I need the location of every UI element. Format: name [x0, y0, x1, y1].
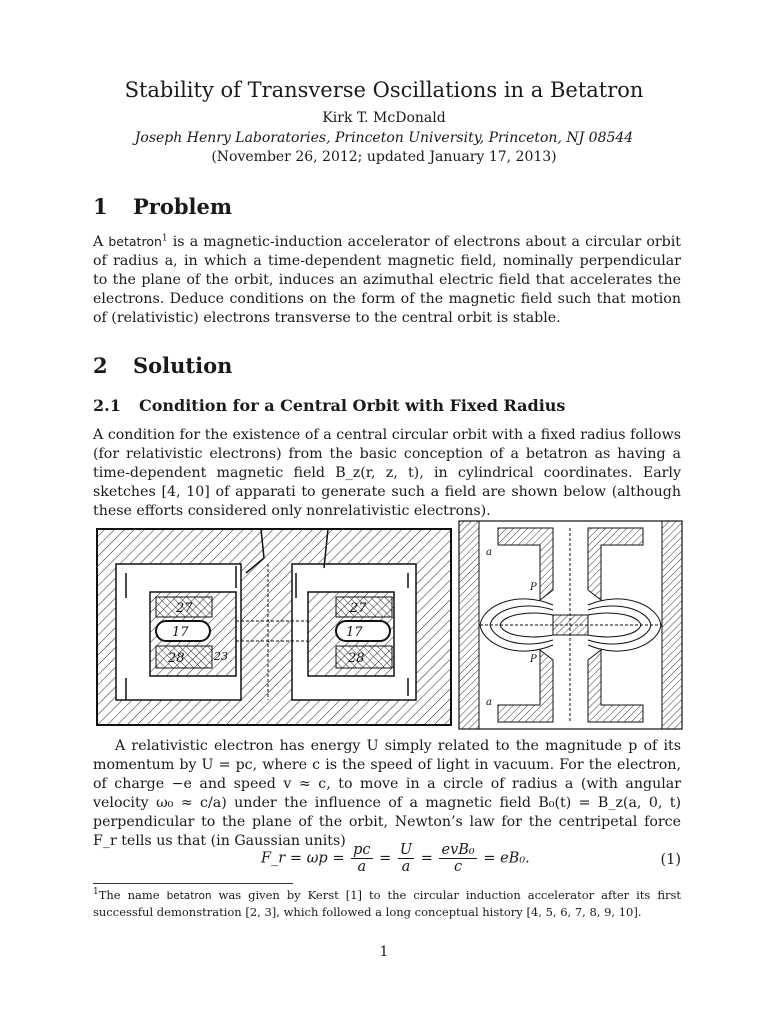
- problem-paragraph: A betatron$^1$ is a magnetic-induction accelerator of electrons about a circular orbit of radius a, in which a time-dependent magnetic field, nominally perpendicular to the plane of the orbit, induces an azimuthal electric field that accelerates the electrons. Deduce conditions on the form of the magnetic field such that motion of (relativistic) electrons transverse to the central orbit is stable.: [93, 233, 681, 326]
- label-27-left: 27: [176, 601, 193, 616]
- label-p-top: P: [530, 582, 537, 593]
- equation-number: (1): [660, 852, 681, 868]
- subsection-2-1-heading: [93, 396, 565, 415]
- section-2-heading: [93, 353, 232, 378]
- author-name: Kirk T. McDonald: [322, 110, 446, 126]
- section-1-heading: [93, 194, 232, 219]
- section-number: 2: [93, 353, 108, 378]
- paper-title: Stability of Transverse Oscillations in a Betatron: [124, 78, 644, 102]
- equation-1: F_r = ωp = $\frac{pc}{a}$ = $\frac{U}{a}$ = $\frac{\text{evB₀}}{c}$ = eB₀. (1): [261, 842, 681, 875]
- betatron-term: betatron: [108, 234, 162, 249]
- eq-lhs: F_r = ωp =: [261, 850, 345, 867]
- label-28-right: 28: [348, 651, 365, 666]
- vacuum-chamber-right: [336, 621, 390, 641]
- page-number: 1: [379, 944, 389, 960]
- footnote-1: $^1$The name betatron was given by Kerst [1] to the circular induction accelerator after its first successful demonstration [2, 3], which followed a long conceptual history [4, 5, 6, 7, 8, 9, 10].: [93, 887, 682, 919]
- betatron-sketch-right: [458, 520, 683, 730]
- subsection-number: 2.1: [93, 396, 121, 415]
- footnote-marker[interactable]: 1: [161, 233, 168, 244]
- label-17-right: 17: [346, 625, 363, 640]
- central-orbit-paragraph: A condition for the existence of a central circular orbit with a fixed radius follows (for relativistic electrons) from the basic conception of a betatron as having a time-dependent magnetic field B_z(r, z, t), in cylindrical coordinates. Early sketches [4, 10] of apparati to generate such a field are shown below (although these efforts considered only nonrelativistic electrons).: [93, 427, 681, 519]
- label-27-right: 27: [350, 601, 367, 616]
- label-p-bottom: P: [530, 654, 537, 665]
- section-number: 1: [93, 194, 108, 219]
- footnote-rule: [93, 883, 293, 884]
- eq-frac-2: $\frac{U}{a}$: [399, 842, 413, 875]
- eq-tail: = eB₀.: [483, 850, 530, 867]
- section-title: Problem: [133, 194, 233, 219]
- eq-frac-3: $\frac{\text{evB₀}}{c}$: [441, 842, 475, 875]
- author-affiliation: Joseph Henry Laboratories, Princeton University, Princeton, NJ 08544: [134, 130, 634, 146]
- relativistic-paragraph: A relativistic electron has energy U simply related to the magnitude p of its momentum by U = pc, where c is the speed of light in vacuum. For the electron, of charge −e and speed v ≈ c, to move in a circle of radius a (with angular velocity ω₀ ≈ c/a) under the influence of a magnetic field B₀(t) = B_z(a, 0, t) perpendicular to the plane of the orbit, Newton’s law for the centripetal force F_r tells us that (in Gaussian units): [93, 738, 681, 849]
- label-a-bottom: a: [486, 697, 492, 708]
- section-title: Solution: [133, 353, 233, 378]
- subsection-title: Condition for a Central Orbit with Fixed Radius: [139, 396, 566, 415]
- eq-frac-1: $\frac{pc}{a}$: [353, 842, 371, 875]
- paper-date: (November 26, 2012; updated January 17, 2013): [211, 149, 557, 165]
- label-23-left: 23: [214, 650, 228, 663]
- label-a-top: a: [486, 547, 492, 558]
- field-region: [553, 615, 588, 635]
- label-17-left: 17: [172, 625, 189, 640]
- betatron-sketch-left: [96, 528, 452, 726]
- label-28-left: 28: [168, 651, 185, 666]
